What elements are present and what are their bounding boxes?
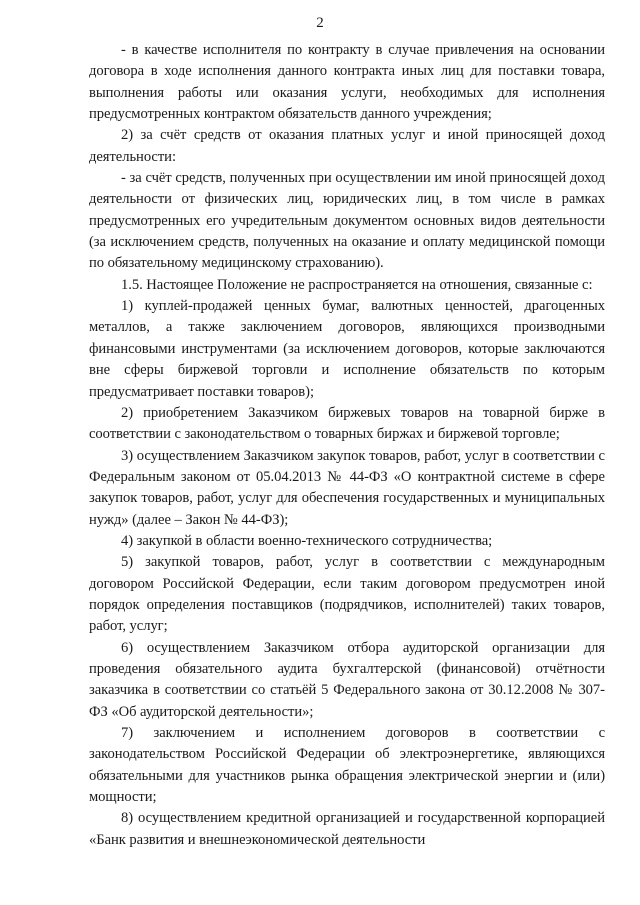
paragraph-item-4: 4) закупкой в области военно-технического сотрудничества; (121, 532, 493, 549)
paragraph-income-sources: - за счёт средств, полученных при осуществлении им иной приносящей доход деятельности от физических лиц, юридических лиц, в том числе в рамках предусмотренных его учредительным документом основных видов деятельности (за исключением средств, полученных на оказание и оплату медицинской помощи по обязательному медицинскому страхованию). (89, 170, 605, 272)
paragraph-contractor-clause: - в качестве исполнителя по контракту в случае привлечения на основании договора в ходе исполнения данного контракта иных лиц для поставки товара, выполнения работы или оказания услуги, необходимых для исполнения предусмотренных контрактом обязательств данного учреждения; (89, 42, 605, 123)
paragraph-section-1-5: 1.5. Настоящее Положение не распространяется на отношения, связанные с: (121, 276, 593, 293)
paragraph-item-3: 3) осуществлением Заказчиком закупок товаров, работ, услуг в соответствии с Федеральным законом от 05.04.2013 № 44-ФЗ «О контрактной системе в сфере закупок товаров, работ, услуг для обеспечения государственных и муниципальных нужд» (далее – Закон № 44-ФЗ); (89, 447, 605, 528)
paragraph-paid-services: 2) за счёт средств от оказания платных услуг и иной приносящей доход деятельности: (89, 127, 605, 165)
paragraph-item-7: 7) заключением и исполнением договоров в соответствии с законодательством Российской Федерации об электроэнергетике, являющихся обязательными для участников рынка обращения электрической энергии и (или) мощности; (89, 725, 605, 806)
paragraph-item-1: 1) куплей-продажей ценных бумаг, валютных ценностей, драгоценных металлов, а также заключением договоров, являющихся производными финансовыми инструментами (за исключением договоров, которые заключаются вне сферы биржевой торговли и исполнение обязательств по которым предусматривает поставки товаров); (89, 298, 605, 400)
paragraph-item-8: 8) осуществлением кредитной организацией и государственной корпорацией «Банк развития и внешнеэкономической деятельности (89, 810, 605, 848)
paragraph-item-2: 2) приобретением Заказчиком биржевых товаров на товарной бирже в соответствии с законодательством о товарных биржах и биржевой торговле; (89, 404, 605, 443)
paragraph-item-6: 6) осуществлением Заказчиком отбора аудиторской организации для проведения обязательного аудита бухгалтерской (финансовой) отчётности заказчика в соответствии со статьёй 5 Федерального закона от 30.12.2008 № 307-ФЗ «Об аудиторской деятельности»; (89, 639, 605, 720)
page-number: 2 (316, 15, 324, 31)
paragraph-item-5: 5) закупкой товаров, работ, услуг в соответствии с международным договором Российской Федерации, если таким договором предусмотрен иной порядок определения поставщиков (подрядчиков, исполнителей) таких товаров, работ, услуг; (89, 554, 605, 635)
document-body (89, 40, 605, 851)
